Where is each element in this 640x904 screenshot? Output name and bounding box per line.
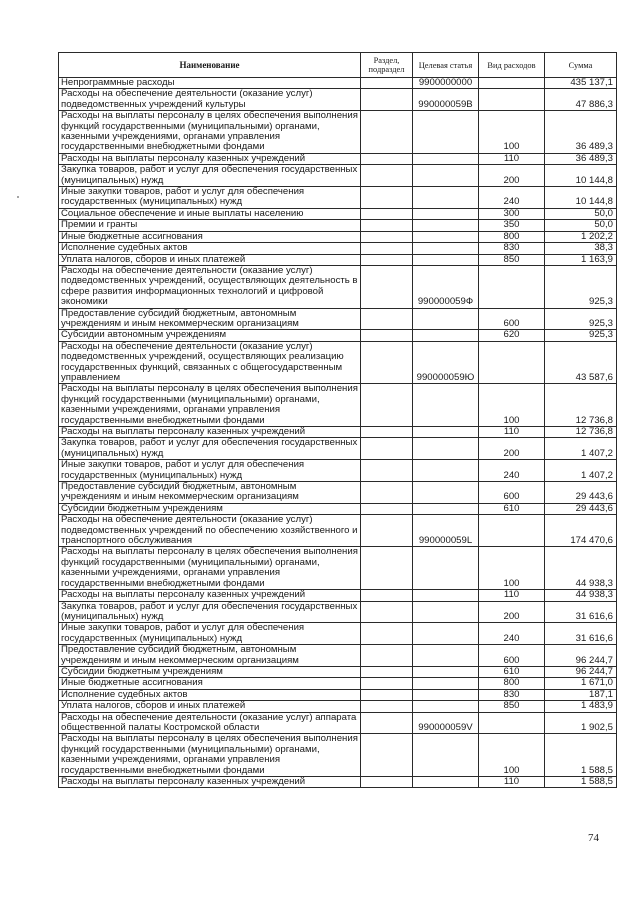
table-row bbox=[59, 111, 617, 154]
table-row bbox=[59, 482, 617, 504]
row-target-article bbox=[413, 308, 479, 330]
row-amount: 43 587,6 bbox=[545, 341, 617, 384]
table-row bbox=[59, 254, 617, 265]
row-amount: 174 470,6 bbox=[545, 515, 617, 547]
row-amount: 435 137,1 bbox=[545, 78, 617, 89]
table-row bbox=[59, 666, 617, 677]
table-row bbox=[59, 503, 617, 514]
row-target-article bbox=[413, 384, 479, 427]
table-row bbox=[59, 243, 617, 254]
row-name: Предоставление субсидий бюджетным, автономным учреждениям и иным некоммерческим организациям bbox=[59, 482, 361, 504]
row-amount: 1 407,2 bbox=[545, 460, 617, 482]
row-amount: 1 163,9 bbox=[545, 254, 617, 265]
row-section bbox=[361, 678, 413, 689]
header-kind: Вид расходов bbox=[479, 53, 545, 78]
row-target-article bbox=[413, 482, 479, 504]
row-amount: 1 588,5 bbox=[545, 734, 617, 777]
row-expense-kind: 200 bbox=[479, 438, 545, 460]
row-name: Непрограммные расходы bbox=[59, 78, 361, 89]
row-target-article bbox=[413, 438, 479, 460]
table-row bbox=[59, 384, 617, 427]
table-body bbox=[59, 78, 617, 788]
row-section bbox=[361, 701, 413, 712]
table-row bbox=[59, 78, 617, 89]
row-section bbox=[361, 165, 413, 187]
row-name: Расходы на выплаты персоналу в целях обеспечения выполнения функций государственными (муниципальными) органами, казенными учреждениями, органами управления государственными внебюджетными фондами bbox=[59, 111, 361, 154]
row-section bbox=[361, 330, 413, 341]
row-expense-kind: 850 bbox=[479, 701, 545, 712]
row-name: Предоставление субсидий бюджетным, автономным учреждениям и иным некоммерческим организациям bbox=[59, 308, 361, 330]
row-amount: 925,3 bbox=[545, 330, 617, 341]
row-section bbox=[361, 482, 413, 504]
row-expense-kind: 100 bbox=[479, 547, 545, 590]
row-name: Расходы на обеспечение деятельности (оказание услуг) подведомственных учреждений, осуществляющих реализацию государственных функций, связанных с общегосударственным управлением bbox=[59, 341, 361, 384]
row-expense-kind: 240 bbox=[479, 460, 545, 482]
row-amount: 1 202,2 bbox=[545, 231, 617, 242]
row-amount: 1 483,9 bbox=[545, 701, 617, 712]
row-name: Иные закупки товаров, работ и услуг для обеспечения государственных (муниципальных) нужд bbox=[59, 623, 361, 645]
row-expense-kind: 100 bbox=[479, 384, 545, 427]
row-expense-kind: 240 bbox=[479, 623, 545, 645]
row-amount: 44 938,3 bbox=[545, 590, 617, 601]
row-amount: 36 489,3 bbox=[545, 111, 617, 154]
row-expense-kind bbox=[479, 89, 545, 111]
row-amount: 31 616,6 bbox=[545, 623, 617, 645]
row-section bbox=[361, 111, 413, 154]
row-section bbox=[361, 515, 413, 547]
row-expense-kind: 800 bbox=[479, 231, 545, 242]
row-expense-kind: 100 bbox=[479, 111, 545, 154]
row-expense-kind: 110 bbox=[479, 427, 545, 438]
row-name: Исполнение судебных актов bbox=[59, 689, 361, 700]
row-name: Иные закупки товаров, работ и услуг для обеспечения государственных (муниципальных) нужд bbox=[59, 187, 361, 209]
row-name: Закупка товаров, работ и услуг для обеспечения государственных (муниципальных) нужд bbox=[59, 165, 361, 187]
table-row bbox=[59, 265, 617, 308]
row-target-article bbox=[413, 503, 479, 514]
row-name: Расходы на выплаты персоналу в целях обеспечения выполнения функций государственными (муниципальными) органами, казенными учреждениями, органами управления государственными внебюджетными фондами bbox=[59, 734, 361, 777]
row-target-article bbox=[413, 645, 479, 667]
row-section bbox=[361, 78, 413, 89]
row-amount: 50,0 bbox=[545, 208, 617, 219]
row-amount: 50,0 bbox=[545, 220, 617, 231]
row-section bbox=[361, 384, 413, 427]
row-expense-kind: 850 bbox=[479, 254, 545, 265]
row-target-article bbox=[413, 208, 479, 219]
header-target: Целевая статья bbox=[413, 53, 479, 78]
row-name: Закупка товаров, работ и услуг для обеспечения государственных (муниципальных) нужд bbox=[59, 601, 361, 623]
row-section bbox=[361, 460, 413, 482]
row-amount: 96 244,7 bbox=[545, 666, 617, 677]
row-name: Субсидии бюджетным учреждениям bbox=[59, 666, 361, 677]
row-amount: 1 902,5 bbox=[545, 712, 617, 734]
row-target-article bbox=[413, 590, 479, 601]
row-amount: 1 671,0 bbox=[545, 678, 617, 689]
row-name: Расходы на выплаты персоналу в целях обеспечения выполнения функций государственными (муниципальными) органами, казенными учреждениями, органами управления государственными внебюджетными фондами bbox=[59, 384, 361, 427]
row-name: Расходы на обеспечение деятельности (оказание услуг) подведомственных учреждений культуры bbox=[59, 89, 361, 111]
row-section bbox=[361, 689, 413, 700]
row-amount: 925,3 bbox=[545, 308, 617, 330]
row-expense-kind: 200 bbox=[479, 601, 545, 623]
row-amount: 96 244,7 bbox=[545, 645, 617, 667]
row-target-article bbox=[413, 243, 479, 254]
row-expense-kind: 110 bbox=[479, 153, 545, 164]
row-name: Иные бюджетные ассигнования bbox=[59, 231, 361, 242]
row-section bbox=[361, 153, 413, 164]
row-name: Социальное обеспечение и иные выплаты населению bbox=[59, 208, 361, 219]
row-target-article bbox=[413, 153, 479, 164]
row-section bbox=[361, 427, 413, 438]
row-target-article bbox=[413, 547, 479, 590]
row-target-article bbox=[413, 777, 479, 788]
row-target-article: 9900000000 bbox=[413, 78, 479, 89]
table-row bbox=[59, 427, 617, 438]
header-name: Наименование bbox=[59, 53, 361, 78]
row-section bbox=[361, 243, 413, 254]
row-expense-kind: 830 bbox=[479, 243, 545, 254]
row-expense-kind: 240 bbox=[479, 187, 545, 209]
row-name: Расходы на выплаты персоналу казенных учреждений bbox=[59, 153, 361, 164]
row-target-article bbox=[413, 427, 479, 438]
row-expense-kind: 830 bbox=[479, 689, 545, 700]
row-name: Расходы на выплаты персоналу в целях обеспечения выполнения функций государственными (муниципальными) органами, казенными учреждениями, органами управления государственными внебюджетными фондами bbox=[59, 547, 361, 590]
row-target-article bbox=[413, 111, 479, 154]
row-target-article bbox=[413, 701, 479, 712]
scan-speck bbox=[17, 196, 19, 198]
table-row bbox=[59, 308, 617, 330]
row-expense-kind: 200 bbox=[479, 165, 545, 187]
table-row bbox=[59, 547, 617, 590]
table-row bbox=[59, 515, 617, 547]
table-row bbox=[59, 712, 617, 734]
row-target-article bbox=[413, 330, 479, 341]
row-name: Иные закупки товаров, работ и услуг для обеспечения государственных (муниципальных) нужд bbox=[59, 460, 361, 482]
row-section bbox=[361, 89, 413, 111]
row-section bbox=[361, 712, 413, 734]
table-row bbox=[59, 330, 617, 341]
row-name: Расходы на выплаты персоналу казенных учреждений bbox=[59, 590, 361, 601]
row-target-article: 990000059L bbox=[413, 515, 479, 547]
row-expense-kind: 600 bbox=[479, 645, 545, 667]
row-section bbox=[361, 187, 413, 209]
table-row bbox=[59, 460, 617, 482]
row-target-article bbox=[413, 601, 479, 623]
table-row bbox=[59, 165, 617, 187]
row-expense-kind: 300 bbox=[479, 208, 545, 219]
row-section bbox=[361, 645, 413, 667]
table-row bbox=[59, 623, 617, 645]
row-amount: 29 443,6 bbox=[545, 503, 617, 514]
table-row bbox=[59, 208, 617, 219]
row-target-article: 990000059Ю bbox=[413, 341, 479, 384]
row-section bbox=[361, 254, 413, 265]
row-amount: 31 616,6 bbox=[545, 601, 617, 623]
row-section bbox=[361, 208, 413, 219]
row-name: Расходы на выплаты персоналу казенных учреждений bbox=[59, 427, 361, 438]
row-expense-kind bbox=[479, 265, 545, 308]
row-name: Уплата налогов, сборов и иных платежей bbox=[59, 254, 361, 265]
row-expense-kind bbox=[479, 515, 545, 547]
row-target-article bbox=[413, 678, 479, 689]
row-expense-kind: 100 bbox=[479, 734, 545, 777]
table-row bbox=[59, 734, 617, 777]
row-expense-kind: 110 bbox=[479, 777, 545, 788]
row-section bbox=[361, 341, 413, 384]
row-section bbox=[361, 666, 413, 677]
row-section bbox=[361, 231, 413, 242]
row-expense-kind: 600 bbox=[479, 482, 545, 504]
row-section bbox=[361, 220, 413, 231]
row-target-article bbox=[413, 165, 479, 187]
row-name: Расходы на выплаты персоналу казенных учреждений bbox=[59, 777, 361, 788]
row-section bbox=[361, 601, 413, 623]
table-header-row bbox=[59, 53, 617, 78]
row-expense-kind: 600 bbox=[479, 308, 545, 330]
row-target-article: 990000059В bbox=[413, 89, 479, 111]
row-amount: 38,3 bbox=[545, 243, 617, 254]
row-expense-kind bbox=[479, 341, 545, 384]
row-expense-kind: 350 bbox=[479, 220, 545, 231]
row-amount: 29 443,6 bbox=[545, 482, 617, 504]
table-row bbox=[59, 645, 617, 667]
row-name: Уплата налогов, сборов и иных платежей bbox=[59, 701, 361, 712]
row-expense-kind: 610 bbox=[479, 666, 545, 677]
row-name: Расходы на обеспечение деятельности (оказание услуг) подведомственных учреждений по обеспечению хозяйственного и транспортного обслуживания bbox=[59, 515, 361, 547]
row-target-article bbox=[413, 460, 479, 482]
row-section bbox=[361, 547, 413, 590]
row-section bbox=[361, 777, 413, 788]
page-number: 74 bbox=[588, 832, 599, 844]
row-section bbox=[361, 734, 413, 777]
row-name: Исполнение судебных актов bbox=[59, 243, 361, 254]
row-target-article bbox=[413, 734, 479, 777]
row-name: Премии и гранты bbox=[59, 220, 361, 231]
row-target-article bbox=[413, 623, 479, 645]
row-section bbox=[361, 438, 413, 460]
row-amount: 47 886,3 bbox=[545, 89, 617, 111]
row-section bbox=[361, 308, 413, 330]
row-section bbox=[361, 590, 413, 601]
row-target-article bbox=[413, 231, 479, 242]
row-target-article: 990000059V bbox=[413, 712, 479, 734]
table-row bbox=[59, 187, 617, 209]
table-row bbox=[59, 678, 617, 689]
table-row bbox=[59, 701, 617, 712]
row-name: Закупка товаров, работ и услуг для обеспечения государственных (муниципальных) нужд bbox=[59, 438, 361, 460]
row-name: Субсидии автономным учреждениям bbox=[59, 330, 361, 341]
row-name: Расходы на обеспечение деятельности (оказание услуг) подведомственных учреждений, осуществляющих деятельность в сфере развития информационных технологий и цифровой экономики bbox=[59, 265, 361, 308]
table-row bbox=[59, 153, 617, 164]
table-row bbox=[59, 590, 617, 601]
row-name: Субсидии бюджетным учреждениям bbox=[59, 503, 361, 514]
table-row bbox=[59, 777, 617, 788]
row-target-article: 990000059Ф bbox=[413, 265, 479, 308]
row-expense-kind bbox=[479, 78, 545, 89]
row-amount: 10 144,8 bbox=[545, 187, 617, 209]
row-expense-kind: 620 bbox=[479, 330, 545, 341]
row-amount: 12 736,8 bbox=[545, 384, 617, 427]
row-expense-kind: 800 bbox=[479, 678, 545, 689]
row-name: Иные бюджетные ассигнования bbox=[59, 678, 361, 689]
table-row bbox=[59, 341, 617, 384]
table-row bbox=[59, 231, 617, 242]
table-row bbox=[59, 438, 617, 460]
row-section bbox=[361, 623, 413, 645]
row-amount: 44 938,3 bbox=[545, 547, 617, 590]
row-section bbox=[361, 503, 413, 514]
row-expense-kind: 110 bbox=[479, 590, 545, 601]
row-amount: 925,3 bbox=[545, 265, 617, 308]
row-target-article bbox=[413, 666, 479, 677]
row-section bbox=[361, 265, 413, 308]
row-amount: 1 588,5 bbox=[545, 777, 617, 788]
row-name: Предоставление субсидий бюджетным, автономным учреждениям и иным некоммерческим организациям bbox=[59, 645, 361, 667]
row-amount: 1 407,2 bbox=[545, 438, 617, 460]
row-target-article bbox=[413, 254, 479, 265]
header-amount: Сумма bbox=[545, 53, 617, 78]
budget-expenses-table bbox=[58, 52, 617, 788]
row-expense-kind: 610 bbox=[479, 503, 545, 514]
row-name: Расходы на обеспечение деятельности (оказание услуг) аппарата общественной палаты Костромской области bbox=[59, 712, 361, 734]
row-target-article bbox=[413, 220, 479, 231]
row-amount: 36 489,3 bbox=[545, 153, 617, 164]
row-expense-kind bbox=[479, 712, 545, 734]
table-row bbox=[59, 220, 617, 231]
table-row bbox=[59, 89, 617, 111]
header-section: Раздел, подраздел bbox=[361, 53, 413, 78]
row-target-article bbox=[413, 187, 479, 209]
table-row bbox=[59, 601, 617, 623]
row-amount: 12 736,8 bbox=[545, 427, 617, 438]
row-amount: 10 144,8 bbox=[545, 165, 617, 187]
table-row bbox=[59, 689, 617, 700]
row-target-article bbox=[413, 689, 479, 700]
row-amount: 187,1 bbox=[545, 689, 617, 700]
